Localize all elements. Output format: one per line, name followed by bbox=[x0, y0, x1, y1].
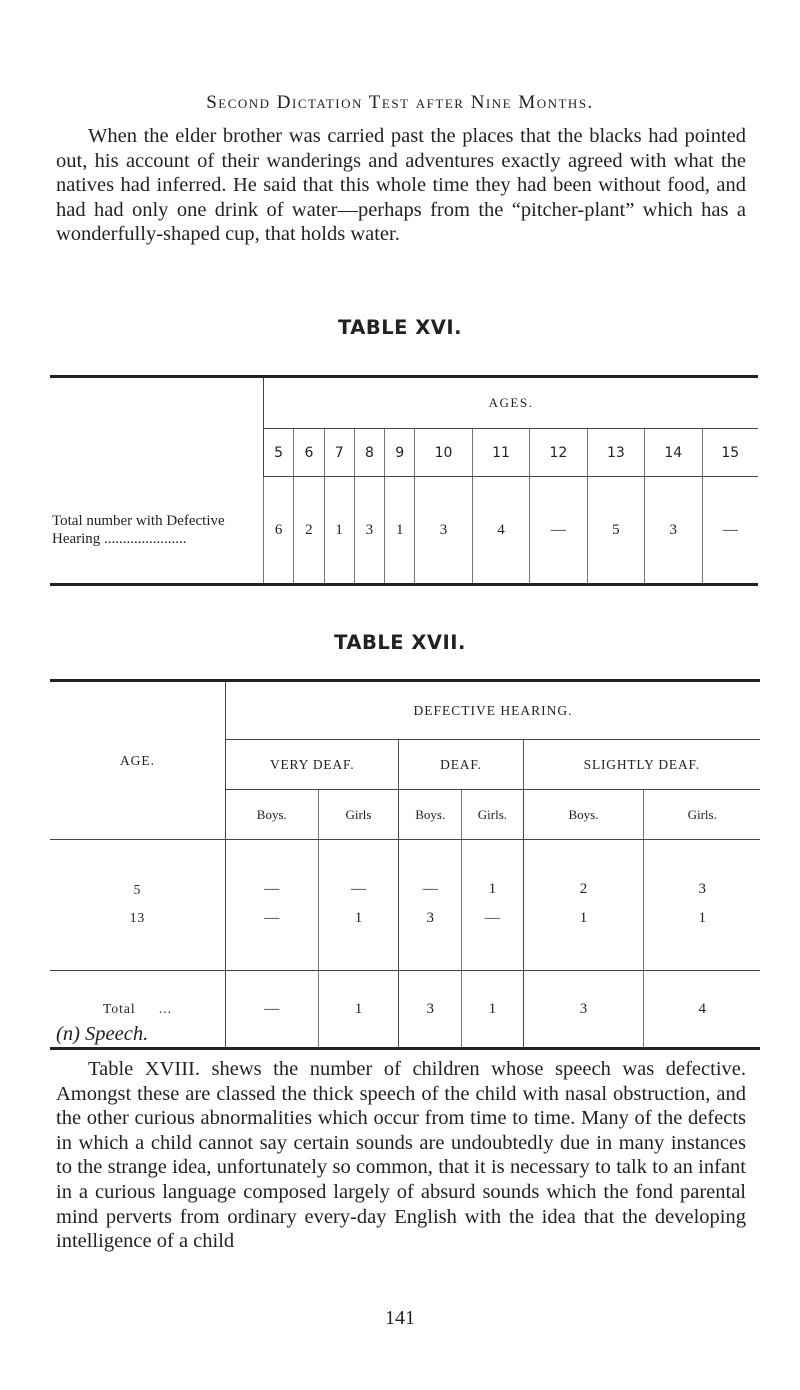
table-17-defective-header: DEFECTIVE HEARING. bbox=[226, 681, 761, 740]
table-cell: 3 bbox=[415, 477, 472, 585]
table-cell: 1 bbox=[324, 477, 354, 585]
table-row bbox=[50, 840, 760, 905]
table-cell: — bbox=[399, 840, 462, 905]
sex-header-cell: Girls. bbox=[644, 790, 760, 840]
table-16-title: TABLE XVI. bbox=[337, 316, 463, 339]
page-heading: Second Dictation Test after Nine Months. bbox=[206, 92, 594, 113]
paragraph-dictation-text: When the elder brother was carried past the places that the blacks had pointed out, his account of their wanderings and adventures exactly agreed with what the natives had inferred. He said that this whole time they had been without food, and had had only one drink of water—perhaps from the “pitcher-plant” which has a wonderfully-shaped cup, that holds water. bbox=[56, 125, 746, 246]
age-header-cell: 8 bbox=[354, 429, 384, 477]
table-cell: 3 bbox=[354, 477, 384, 585]
age-header-cell: 7 bbox=[324, 429, 354, 477]
table-cell: 2 bbox=[523, 840, 644, 905]
table-17-age-header: AGE. bbox=[50, 681, 226, 840]
section-subheading: (n) Speech. bbox=[56, 1023, 149, 1045]
table-cell: 1 bbox=[385, 477, 415, 585]
table-cell: 3 bbox=[645, 477, 702, 585]
age-header-cell: 9 bbox=[385, 429, 415, 477]
table-cell: — bbox=[226, 904, 319, 971]
sex-header-cell: Girls bbox=[318, 790, 399, 840]
table-cell: 3 bbox=[698, 881, 706, 897]
sex-header-cell: Boys. bbox=[226, 790, 319, 840]
table-cell: — bbox=[722, 521, 738, 538]
age-header-cell: 6 bbox=[294, 429, 324, 477]
group-header-cell: VERY DEAF. bbox=[226, 740, 399, 790]
table-cell: — bbox=[530, 477, 587, 585]
age-header-cell: 12 bbox=[530, 429, 587, 477]
table-cell: — bbox=[318, 840, 399, 905]
row-age-cell: 5 bbox=[50, 840, 226, 905]
table-cell: 1 bbox=[523, 904, 644, 971]
age-header-cell: 14 bbox=[645, 429, 702, 477]
table-16 bbox=[50, 375, 758, 586]
table-cell: 3 bbox=[399, 971, 462, 1049]
age-header-cell: 11 bbox=[472, 429, 529, 477]
table-cell: 2 bbox=[294, 477, 324, 585]
paragraph-dictation bbox=[56, 124, 746, 247]
page-number: 141 bbox=[385, 1307, 415, 1329]
paragraph-speech bbox=[56, 1057, 746, 1254]
table-row bbox=[50, 904, 760, 971]
table-cell: 1 bbox=[318, 904, 399, 971]
table-cell: — bbox=[226, 840, 319, 905]
group-header-cell: SLIGHTLY DEAF. bbox=[523, 740, 760, 790]
total-label-cell: Total ... bbox=[50, 971, 226, 1049]
table-17 bbox=[50, 679, 760, 1050]
table-cell: 3 bbox=[399, 904, 462, 971]
table-16-row-label: Total number with Defective Hearing ...................... bbox=[50, 477, 264, 585]
age-header-cell: 13 bbox=[587, 429, 644, 477]
table-cell: — bbox=[462, 904, 523, 971]
age-header-cell: 10 bbox=[415, 429, 472, 477]
table-16-corner bbox=[50, 377, 264, 477]
table-cell: 1 bbox=[644, 904, 760, 971]
paragraph-speech-text: Table XVIII. shews the number of children whose speech was defective. Amongst these are classed the thick speech of the child with nasal obstruction, and the other curious abnormalities which occur from time to time. Many of the defects in which a child cannot say certain sounds are undoubtedly due in many instances to the strange idea, unfortunately so common, that it is necessary to talk to an infant in a curious language composed largely of absurd sounds which the fond parental mind perverts from ordinary every-day English with the idea that the developing intelligence of a child bbox=[56, 1058, 746, 1253]
sex-header-cell: Boys. bbox=[399, 790, 462, 840]
age-header-cell: 5 bbox=[264, 429, 294, 477]
table-total-row bbox=[50, 971, 760, 1049]
group-header-cell: DEAF. bbox=[399, 740, 523, 790]
table-cell: 1 bbox=[462, 840, 523, 905]
table-cell: 4 bbox=[472, 477, 529, 585]
table-cell: — bbox=[226, 971, 319, 1049]
table-cell: 3 bbox=[523, 971, 644, 1049]
table-16-ages-header: AGES. bbox=[264, 377, 759, 429]
table-16-data-row bbox=[50, 477, 758, 585]
table-cell: 1 bbox=[462, 971, 523, 1049]
table-cell: 5 bbox=[587, 477, 644, 585]
table-cell: 6 bbox=[264, 477, 294, 585]
age-header-cell: 15 bbox=[702, 429, 758, 477]
sex-header-cell: Boys. bbox=[523, 790, 644, 840]
table-cell: 1 bbox=[318, 971, 399, 1049]
table-17-title: TABLE XVII. bbox=[334, 631, 466, 654]
table-cell: 4 bbox=[698, 1000, 706, 1017]
sex-header-cell: Girls. bbox=[462, 790, 523, 840]
row-age-cell: 13 bbox=[50, 904, 226, 971]
